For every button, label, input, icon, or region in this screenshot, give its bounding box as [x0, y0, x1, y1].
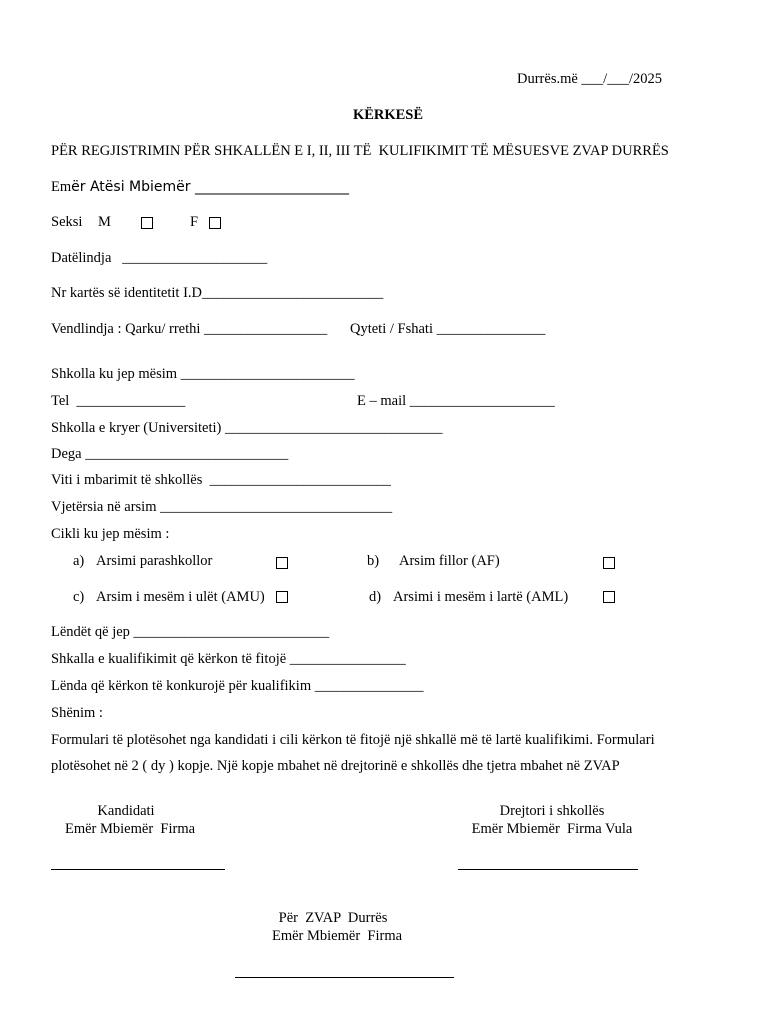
note-label: Shënim : — [51, 705, 103, 721]
birth-date-field[interactable]: Datëlindja ____________________ — [51, 250, 268, 266]
cycle-b-letter: b) — [367, 553, 380, 569]
cycle-b-checkbox[interactable] — [603, 557, 615, 569]
seniority-field[interactable]: Vjetërsia në arsim ________________________________ — [51, 499, 393, 515]
target-level-field[interactable]: Shkalla e kualifikimit që kërkon të fitojë ________________ — [51, 651, 406, 667]
director-signature-line[interactable] — [458, 869, 638, 870]
cycle-a-label: Arsimi parashkollor — [96, 553, 213, 569]
birthplace-city-field[interactable]: Qyteti / Fshati _______________ — [350, 321, 546, 337]
birthplace-region-field[interactable]: Vendlindja : Qarku/ rrethi _________________ — [51, 321, 328, 337]
name-field-prefix: Em — [51, 179, 72, 195]
sex-m-label: M — [98, 214, 111, 230]
cycle-c-label: Arsim i mesëm i ulët (AMU) — [96, 589, 265, 605]
candidate-signature-line[interactable] — [51, 869, 225, 870]
cycle-c-checkbox[interactable] — [276, 591, 288, 603]
candidate-signature-title: Kandidati — [97, 803, 155, 819]
sex-f-label: F — [190, 214, 199, 230]
form-title: KËRKESË — [352, 107, 424, 123]
zvap-signature-sub: Emër Mbiemër Firma — [271, 928, 403, 944]
note-line-1: Formulari të plotësohet nga kandidati i cili kërkon të fitojë një shkallë më të lartë kualifikimi. Formulari — [51, 732, 655, 748]
school-field[interactable]: Shkolla ku jep mësim ________________________ — [51, 366, 355, 382]
name-field-rest: ër Atësi Mbiemër ______________________ — [71, 179, 349, 195]
competition-subject-field[interactable]: Lënda që kërkon të konkurojë për kualifikim _______________ — [51, 678, 424, 694]
cycle-d-letter: d) — [369, 589, 382, 605]
candidate-signature-sub: Emër Mbiemër Firma — [64, 821, 196, 837]
note-line-2: plotësohet në 2 ( dy ) kopje. Një kopje mbahet në drejtorinë e shkollës dhe tjetra mbahet në ZVAP — [51, 758, 620, 774]
branch-field[interactable]: Dega ____________________________ — [51, 446, 289, 462]
cycle-a-checkbox[interactable] — [276, 557, 288, 569]
sex-f-checkbox[interactable] — [209, 217, 221, 229]
form-subtitle: PËR REGJISTRIMIN PËR SHKALLËN E I, II, III TË KULIFIKIMIT TË MËSUESVE ZVAP DURRËS — [51, 143, 669, 159]
sex-label: Seksi — [51, 214, 83, 230]
cycle-d-label: Arsimi i mesëm i lartë (AML) — [393, 589, 569, 605]
sex-m-checkbox[interactable] — [141, 217, 153, 229]
director-signature-sub: Emër Mbiemër Firma Vula — [471, 821, 633, 837]
cycle-d-checkbox[interactable] — [603, 591, 615, 603]
university-field[interactable]: Shkolla e kryer (Universiteti) ______________________________ — [51, 420, 443, 436]
cycle-a-letter: a) — [73, 553, 85, 569]
cycle-b-label: Arsim fillor (AF) — [399, 553, 500, 569]
name-field-line[interactable] — [51, 178, 349, 196]
id-card-field[interactable]: Nr kartës së identitetit I.D_________________________ — [51, 285, 384, 301]
director-signature-title: Drejtori i shkollës — [499, 803, 605, 819]
grad-year-field[interactable]: Viti i mbarimit të shkollës _________________________ — [51, 472, 391, 488]
zvap-signature-title: Për ZVAP Durrës — [278, 910, 388, 926]
zvap-signature-line[interactable] — [235, 977, 454, 978]
cycle-label: Cikli ku jep mësim : — [51, 526, 170, 542]
place-date: Durrës.më ___/___/2025 — [517, 71, 662, 87]
subjects-field[interactable]: Lëndët që jep ___________________________ — [51, 624, 330, 640]
tel-field[interactable]: Tel _______________ — [51, 393, 186, 409]
email-field[interactable]: E – mail ____________________ — [357, 393, 555, 409]
cycle-c-letter: c) — [73, 589, 85, 605]
